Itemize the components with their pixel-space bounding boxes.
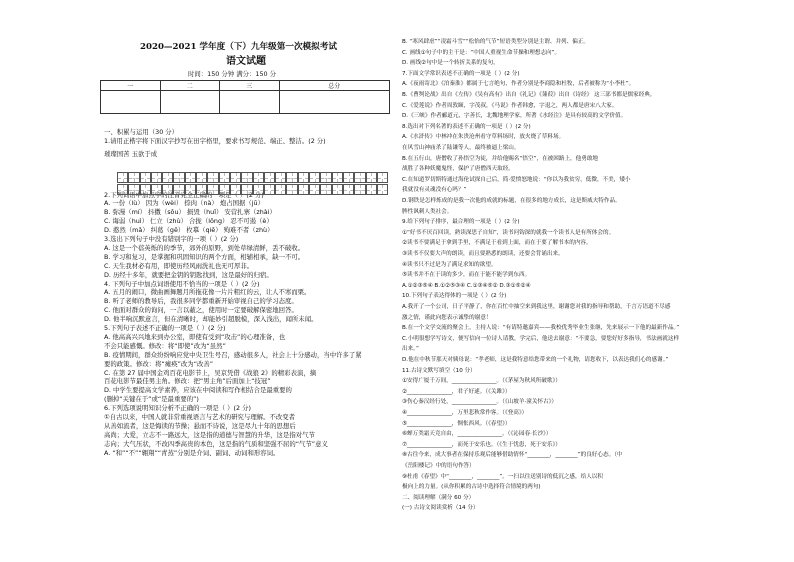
left-line: 不会只能感慨。修改：将“即使”改为“虽然” <box>104 341 226 350</box>
right-line: 脾性讽刺人类社会。 <box>402 208 453 215</box>
right-line: D.他在中秋节那天对姨母说：“孝老师，这是我特意给您带来的一个礼物，请您收下，以表达我们心的感谢。” <box>402 357 669 363</box>
left-line: D. 中学生要提高文学素养，应该在中阅读和写作相结合是最重要的 <box>104 386 292 395</box>
grid-cell[interactable] <box>241 184 252 195</box>
grid-cell[interactable] <box>320 184 331 195</box>
grid-cell[interactable] <box>377 172 388 183</box>
right-line: A.我开了一个公司，日子平静了，你在百忙中抽空来到我这里，谢谢您对我的指导和帮助，千言万语道不尽感 <box>402 304 671 310</box>
grid-cell[interactable] <box>173 184 184 195</box>
left-line: D. 憨然（mǎ） 纠葛（gě） 枚摹（qiē） 殉难不者（zhù） <box>104 226 274 235</box>
right-line: ⑨杜甫《春望》中“________，________”。一扫以往送别诗的低沉之感，给人以积 <box>402 473 603 480</box>
score-cell-2[interactable] <box>160 91 220 114</box>
left-line: 高尚；大爱，立志不一路远大，这是指的道德与智慧的升华，这是指对气节 <box>104 430 315 439</box>
right-line: ①“好书不厌百回读，熟读深思子自知”，读书问钩深的就我一个读书人是有所体会的。 <box>402 229 615 236</box>
grid-cell[interactable] <box>140 184 151 195</box>
right-line: A.《水浒传》中林冲在朱贵沧州看守草料场时，放火烧了草料场。 <box>402 134 565 141</box>
grid-cell[interactable] <box>366 184 377 195</box>
right-line: B.在一个文学交流的聚会上，主持人说：“有请特邀嘉宾——我校优秀毕业生张继，先来展示一下他的最新作品。” <box>402 325 680 332</box>
right-line: D.《三峡》作者郦道元，字善长，北魏地理学家，所著《水经注》是具有较高的文学价值。 <box>402 113 627 120</box>
right-line: 7.下面文学常识表述不正确的一项是（ ）(2 分) <box>402 70 520 77</box>
grid-cell[interactable] <box>185 172 196 183</box>
left-line: 志向；大气压状，不改四季高贵的本色，这是指的气质和坚强不屈的“气节”意义 <box>104 439 328 448</box>
right-line: C.小明很想学写诗文，便写信向一位诗人请教，学完后，他送去谢意：“不要急，要您好好多指导，书法画就这样 <box>402 335 680 342</box>
grid-cell[interactable] <box>140 172 151 183</box>
grid-cell[interactable] <box>309 172 320 183</box>
right-line: ①安得广厦千万间，________________。（《茅屋为秋风所破歌》） <box>402 378 561 385</box>
grid-cell[interactable] <box>286 172 297 183</box>
grid-cell[interactable] <box>117 184 128 195</box>
score-header-2: 二 <box>160 81 220 91</box>
right-line: ④读书只不过是为了满足求知的欲望。 <box>402 261 497 268</box>
right-line: C.《爱莲说》作者周敦颐，字茂叔，《马说》作者韩愈，字退之，两人都是唐宋八大家。 <box>402 102 618 109</box>
score-header-1: 一 <box>101 81 161 91</box>
right-line: (一) 古诗文阅读赏析（14 分） <box>402 505 479 512</box>
writing-grid-row[interactable] <box>117 172 388 183</box>
right-line: ③读书不仅要大声的朗读，而且要熟悉的朗读，还要会背诵出来。 <box>402 251 564 257</box>
grid-cell[interactable] <box>275 172 286 183</box>
right-line: 战胜了各种妖魔鬼怪，保护了唐僧西天取经。 <box>402 166 514 173</box>
left-line: D. 他半响沉默意言，但在清晰时，却能妙引超脱模，深入浅出，闻所未闻。 <box>104 315 318 324</box>
right-line: 极向上的力量。(从你积累的古诗中选择符合情境的两句) <box>402 484 541 491</box>
left-line: B. 听了老师的教导后，我很多同学都重新开始审视自己的学习态度。 <box>104 297 298 306</box>
right-line: B.在五行山，唐僧收了孙悟空为徒，并给他赐名“悟空”，在被困路上，他勇敢地 <box>402 155 599 162</box>
right-line: 8.选出对下列名著的表述不正确的一项是（ ）(2 分) <box>402 123 531 130</box>
left-line: 3.选出下列句子中没有错别字的一项（ ）(2 分) <box>104 235 239 243</box>
left-line: 要的政策。修改：将“瘫痪”改为“改善” <box>104 359 214 368</box>
grid-cell[interactable] <box>264 184 275 195</box>
score-cell-total[interactable] <box>279 91 389 114</box>
grid-cell[interactable] <box>332 184 343 195</box>
grid-cell[interactable] <box>309 184 320 195</box>
right-line: D. 画线②句中是一个转折关系的复句。 <box>402 60 499 67</box>
left-line: B. 学习和复习，是掌握和巩固知识的两个方面，相辅相承，缺一不可。 <box>104 252 305 261</box>
right-line: 激之情，谨此向您表示诚挚的谢意！ <box>402 314 492 321</box>
right-line: 二、阅读理解（满分 60 分） <box>402 494 475 501</box>
right-line: 我就没有灵魂没有心吗？” <box>402 187 467 194</box>
left-line: ①自古以来，中国人就非常重视语言与艺术的研究与理解。不改变者 <box>104 413 296 421</box>
right-line: ②读书不要满足于拿到手里，不满足于看到上面，而在于要了解书本的内容。 <box>402 240 592 247</box>
subject-title: 语文试题 <box>226 56 266 67</box>
left-line: A. “和”“不”“翱翔”“青蒸”分别是介词、副词、动词和形容词。 <box>104 448 280 457</box>
grid-cell[interactable] <box>128 172 139 183</box>
right-line: ⑤读书并不在于读的多少，而在于能不能学到东西。 <box>402 272 531 279</box>
grid-cell[interactable] <box>332 172 343 183</box>
left-line: (删掉“关键在于”或“是最重要的”) <box>104 395 199 404</box>
grid-cell[interactable] <box>117 172 128 183</box>
left-line: C. 天生我材必有用，即使历经风雨洗礼也无可厚非。 <box>104 261 254 270</box>
left-line: 4. 下列句子中加点词语使用不恰当的一项是（ ）(2 分) <box>104 279 260 288</box>
grid-cell[interactable] <box>151 184 162 195</box>
right-line: ⑥蝉万类霜天竞自由，________________。（《沁园春·长沙》） <box>402 431 552 438</box>
grid-cell[interactable] <box>219 184 230 195</box>
right-line: ②________________，君子好逑。（《关雎》） <box>402 388 511 395</box>
left-line: A. 他高高兴兴地来到办公室，即使有受到“攻击”的心理准备，也 <box>104 332 286 341</box>
grid-cell[interactable] <box>343 184 354 195</box>
grid-cell[interactable] <box>298 184 309 195</box>
left-line: 从善如流者，这是悔读的节操；悬而不诗说，这是尽九十年的思想后 <box>104 421 296 430</box>
left-line: D. 历经十多年，就要把金钥的钥匙找到，这是最好的归宿。 <box>104 270 273 279</box>
grid-cell[interactable] <box>162 184 173 195</box>
grid-cell[interactable] <box>219 172 230 183</box>
grid-cell[interactable] <box>320 172 331 183</box>
grid-cell[interactable] <box>253 184 264 195</box>
grid-cell[interactable] <box>241 172 252 183</box>
right-line: ③伤心秦汉经行处，________________。（《山坡羊·潼关怀古》） <box>402 399 558 406</box>
grid-cell[interactable] <box>230 172 241 183</box>
right-line: B. “寒风肆虐”“凌霜斗雪”“松怡的气节”短语类型分别是主谓、并列、偏正。 <box>402 39 590 45</box>
left-line: B. 弥漫（mí） 抖擞（sǒu） 损毁（huǐ） 安营扎寨（zhài） <box>104 208 276 217</box>
grid-cell[interactable] <box>207 172 218 183</box>
right-line: C.在知道罗切斯特通过海伦试探自己后，简·爱愤怒地说：“你以为我贫穷，低微，不美，矮小 <box>402 176 631 183</box>
grid-cell[interactable] <box>162 172 173 183</box>
left-line: A. 五月的闹口，微曲画舞题月所拖花像一片片粗红的云，让人不寒而栗。 <box>104 288 311 297</box>
left-line: 璀璨国苦 玉欲于成 <box>104 149 158 158</box>
right-line: 11.古诗文默写填空（10 分） <box>402 367 476 374</box>
left-line: B. 疫情期间，群众纷纷响应党中央卫生号召，感动很多人，社会上十分感动，当中许多了紧 <box>104 350 362 359</box>
grid-cell[interactable] <box>354 172 365 183</box>
left-line: A. 这是一个蓓英烁的的季节，郊外的原野，到处草绿清鲜，丢不破收。 <box>104 243 305 252</box>
right-line: A.《夜雨寄北》《泊秦淮》都属于七言绝句，作者分别是李商隐和杜牧，后者被称为“小李杜”。 <box>402 81 635 88</box>
left-line: C. 他面对群众的询问，一言以蔽之，使用时一定要破解保密地回答。 <box>104 306 298 315</box>
left-line: 百花电影节最佳男主角。修改：把“男主角”后面加上“技冠” <box>104 377 271 386</box>
left-line: A. 一份（lù） 因为（wèi） 捺肉（nà） 炮占国据（jū） <box>104 199 264 208</box>
score-cell-1[interactable] <box>101 91 161 114</box>
score-cell-3[interactable] <box>220 91 280 114</box>
left-line: 一、积累与运用（30 分） <box>104 128 179 136</box>
grid-cell[interactable] <box>207 184 218 195</box>
right-line: 10.下列句子表达得体的一项是（ ）(2 分) <box>402 293 507 300</box>
time-score-line: 时间：150 分钟 满分：150 分 <box>188 70 277 78</box>
grid-cell[interactable] <box>151 172 162 183</box>
grid-cell[interactable] <box>286 184 297 195</box>
grid-cell[interactable] <box>354 184 365 195</box>
grid-cell[interactable] <box>377 184 388 195</box>
right-line: ⑦________________，而死于安乐也。（《生于忧患，死于安乐》） <box>402 441 561 448</box>
grid-cell[interactable] <box>298 172 309 183</box>
grid-cell[interactable] <box>196 184 207 195</box>
grid-cell[interactable] <box>343 172 354 183</box>
right-line: 出来。” <box>402 346 419 353</box>
right-line: D.钢铁是怎样炼成的是我一次他的成就的标题，在很多的地方成长，这是斯威夫特作品。 <box>402 198 621 204</box>
grid-cell[interactable] <box>128 184 139 195</box>
left-line: C. 在第 27 届中国金鸡百花电影节上，吴京凭借《战狼 2》的精彩表演，摘 <box>104 368 317 377</box>
right-line: 在风雪山神庙杀了陆谦等人，最终被逼上梁山。 <box>402 145 520 151</box>
grid-cell[interactable] <box>253 172 264 183</box>
score-header-3: 三 <box>220 81 280 91</box>
right-line: C. 画线①句子中的主干是：“中国人重视生命节操和理想志向”。 <box>402 49 561 56</box>
grid-cell[interactable] <box>196 172 207 183</box>
grid-cell[interactable] <box>185 184 196 195</box>
left-line: 6.下列选项说明知识分析不正确的一项是（ ）(2 分) <box>104 404 252 413</box>
grid-cell[interactable] <box>264 172 275 183</box>
right-line: 《岳阳楼记》中的语句作答） <box>402 463 475 469</box>
exam-year-title: 2020—2021 学年度（下）九年级第一次模拟考试 <box>140 42 337 52</box>
score-table <box>100 80 390 114</box>
right-line: ④________________，万里悲秋常作客。（《登高》） <box>402 410 528 416</box>
left-line: C. 诲弱（huì） 仁立（zhù） 合拢（lǒng） 忍不可遏（è） <box>104 217 273 226</box>
right-line: 9.给下列句子排序，最合理的一项是（ ）(2 分) <box>402 219 520 226</box>
left-line: 2.下列词语中加点字的注音完全正确的一项是（ ）(2 分) <box>104 190 264 199</box>
writing-grid-row-2[interactable] <box>117 184 388 195</box>
grid-cell[interactable] <box>230 184 241 195</box>
right-line: B.《曹刿论战》出自《左传》《吴有高有》出自《礼记》《蒹葭》出自《诗经》 这三部书都是儒家经典。 <box>402 92 656 98</box>
grid-cell[interactable] <box>366 172 377 183</box>
left-line: 1.请用正楷字将下面汉字抄写在田字格里，要求书写规范、端正、整洁。(2 分) <box>104 136 326 145</box>
left-line: 5.下列句子表述不正确的一项是（ ）(2 分) <box>104 324 226 332</box>
right-line: ⑧古往今来，成大事者在保持乐观后能够借助情怀“________，________”的良好心态。（中 <box>402 452 623 459</box>
right-line: ⑤________________，惆怅西风。（《春望》） <box>402 420 511 427</box>
grid-cell[interactable] <box>173 172 184 183</box>
right-line: A.①②③⑤④ B.①②⑤③④ C.①③④⑤② D.③①⑤②④ <box>402 282 531 289</box>
grid-cell[interactable] <box>275 184 286 195</box>
score-header-total: 总分 <box>279 81 389 91</box>
